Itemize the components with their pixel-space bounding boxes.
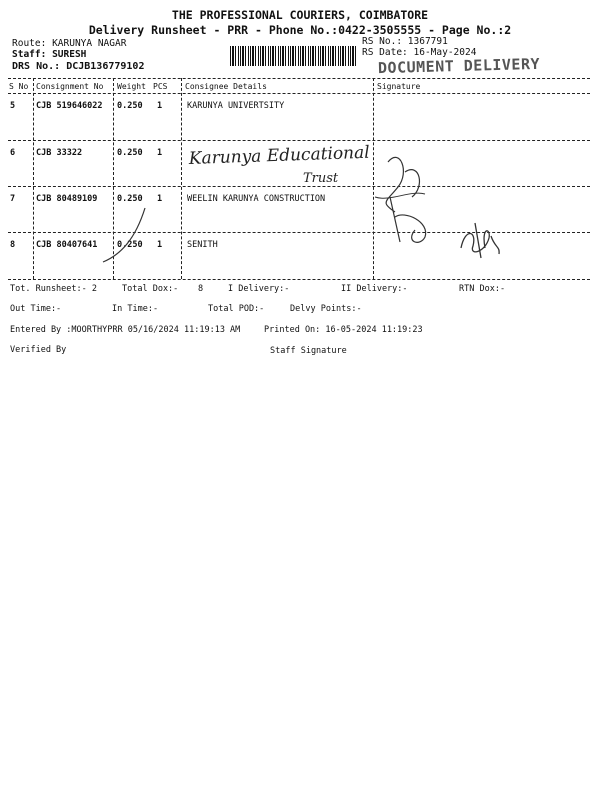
out-time: Out Time:- bbox=[10, 304, 62, 314]
handwritten-consignee-note bbox=[185, 142, 375, 187]
row-weight: 0.250 bbox=[117, 101, 143, 111]
table-bottom-rule bbox=[8, 279, 590, 280]
total-dox-label: Total Dox:- bbox=[122, 284, 179, 294]
row-consignment: CJB 33322 bbox=[36, 148, 83, 158]
row-sno: 7 bbox=[10, 194, 16, 204]
route-value: KARUNYA NAGAR bbox=[52, 38, 127, 49]
ii-delivery: II Delivery:- bbox=[341, 284, 408, 294]
staff-value: SURESH bbox=[52, 49, 87, 60]
staff-signature: Staff Signature bbox=[270, 346, 347, 356]
company-title: THE PROFESSIONAL COURIERS, COIMBATORE bbox=[171, 8, 429, 22]
row-pcs: 1 bbox=[157, 148, 163, 158]
table-header-rule bbox=[8, 93, 590, 94]
runsheet-subtitle: Delivery Runsheet - PRR - Phone No.:0422-3505555 - Page No.:2 bbox=[88, 23, 512, 37]
rtn-dox: RTN Dox:- bbox=[459, 284, 506, 294]
col-header-signature: Signature bbox=[377, 82, 421, 91]
row-weight: 0.250 bbox=[117, 194, 143, 204]
col-divider bbox=[181, 78, 182, 279]
route-line bbox=[12, 38, 126, 49]
row-weight: 0.250 bbox=[117, 148, 143, 158]
rs-no-value: 1367791 bbox=[407, 36, 448, 47]
col-header-pcs: PCS bbox=[153, 82, 168, 91]
drs-label: DRS No.: bbox=[12, 61, 61, 72]
row-consignment: CJB 80407641 bbox=[36, 240, 98, 250]
svg-text:Trust: Trust bbox=[303, 171, 339, 186]
row-consignee: WEELIN KARUNYA CONSTRUCTION bbox=[187, 194, 326, 204]
row-weight: 0.250 bbox=[117, 240, 143, 250]
entered-by: Entered By :MOORTHYPRR 05/16/2024 11:19:13 AM bbox=[10, 325, 241, 335]
document-delivery-stamp: DOCUMENT DELIVERY bbox=[377, 54, 541, 78]
row-pcs: 1 bbox=[157, 194, 163, 204]
row-pcs: 1 bbox=[157, 101, 163, 111]
row-pcs: 1 bbox=[157, 240, 163, 250]
drs-value: DCJB136779102 bbox=[66, 61, 145, 72]
in-time: In Time:- bbox=[112, 304, 159, 314]
row-rule bbox=[8, 140, 590, 141]
signature-stroke bbox=[95, 200, 155, 270]
row-consignment: CJB 519646022 bbox=[36, 101, 103, 111]
col-header-weight: Weight bbox=[117, 82, 146, 91]
signature-initials bbox=[455, 218, 505, 263]
row-consignment: CJB 80489109 bbox=[36, 194, 98, 204]
table-top-rule bbox=[8, 78, 590, 79]
rs-date-label: RS Date: bbox=[362, 47, 408, 58]
col-header-consignment: Consignment No bbox=[36, 82, 104, 91]
row-sno: 8 bbox=[10, 240, 16, 250]
rs-no-label: RS No.: bbox=[362, 36, 403, 47]
i-delivery: I Delivery:- bbox=[228, 284, 290, 294]
barcode bbox=[230, 46, 356, 66]
printed-on: Printed On: 16-05-2024 11:19:23 bbox=[264, 325, 423, 335]
row-consignee: KARUNYA UNIVERTSITY bbox=[187, 101, 285, 111]
staff-label: Staff: bbox=[12, 49, 47, 60]
rs-no-line bbox=[362, 36, 448, 47]
row-sno: 6 bbox=[10, 148, 16, 158]
row-consignee: SENITH bbox=[187, 240, 218, 250]
verified-by: Verified By bbox=[10, 345, 67, 355]
col-header-sno: S No bbox=[9, 82, 29, 91]
drs-line bbox=[12, 61, 144, 72]
total-pod: Total POD:- bbox=[208, 304, 265, 314]
route-label: Route: bbox=[12, 38, 47, 49]
col-header-consignee: Consignee Details bbox=[185, 82, 267, 91]
total-dox-value: 8 bbox=[198, 284, 204, 294]
staff-line bbox=[12, 49, 86, 60]
col-divider bbox=[33, 78, 34, 279]
svg-text:Karunya Educational: Karunya Educational bbox=[188, 142, 371, 169]
delvy-points: Delvy Points:- bbox=[290, 304, 362, 314]
tot-runsheet: Tot. Runsheet:- 2 bbox=[10, 284, 97, 294]
rs-date-value: 16-May-2024 bbox=[413, 47, 477, 58]
row-sno: 5 bbox=[10, 101, 16, 111]
